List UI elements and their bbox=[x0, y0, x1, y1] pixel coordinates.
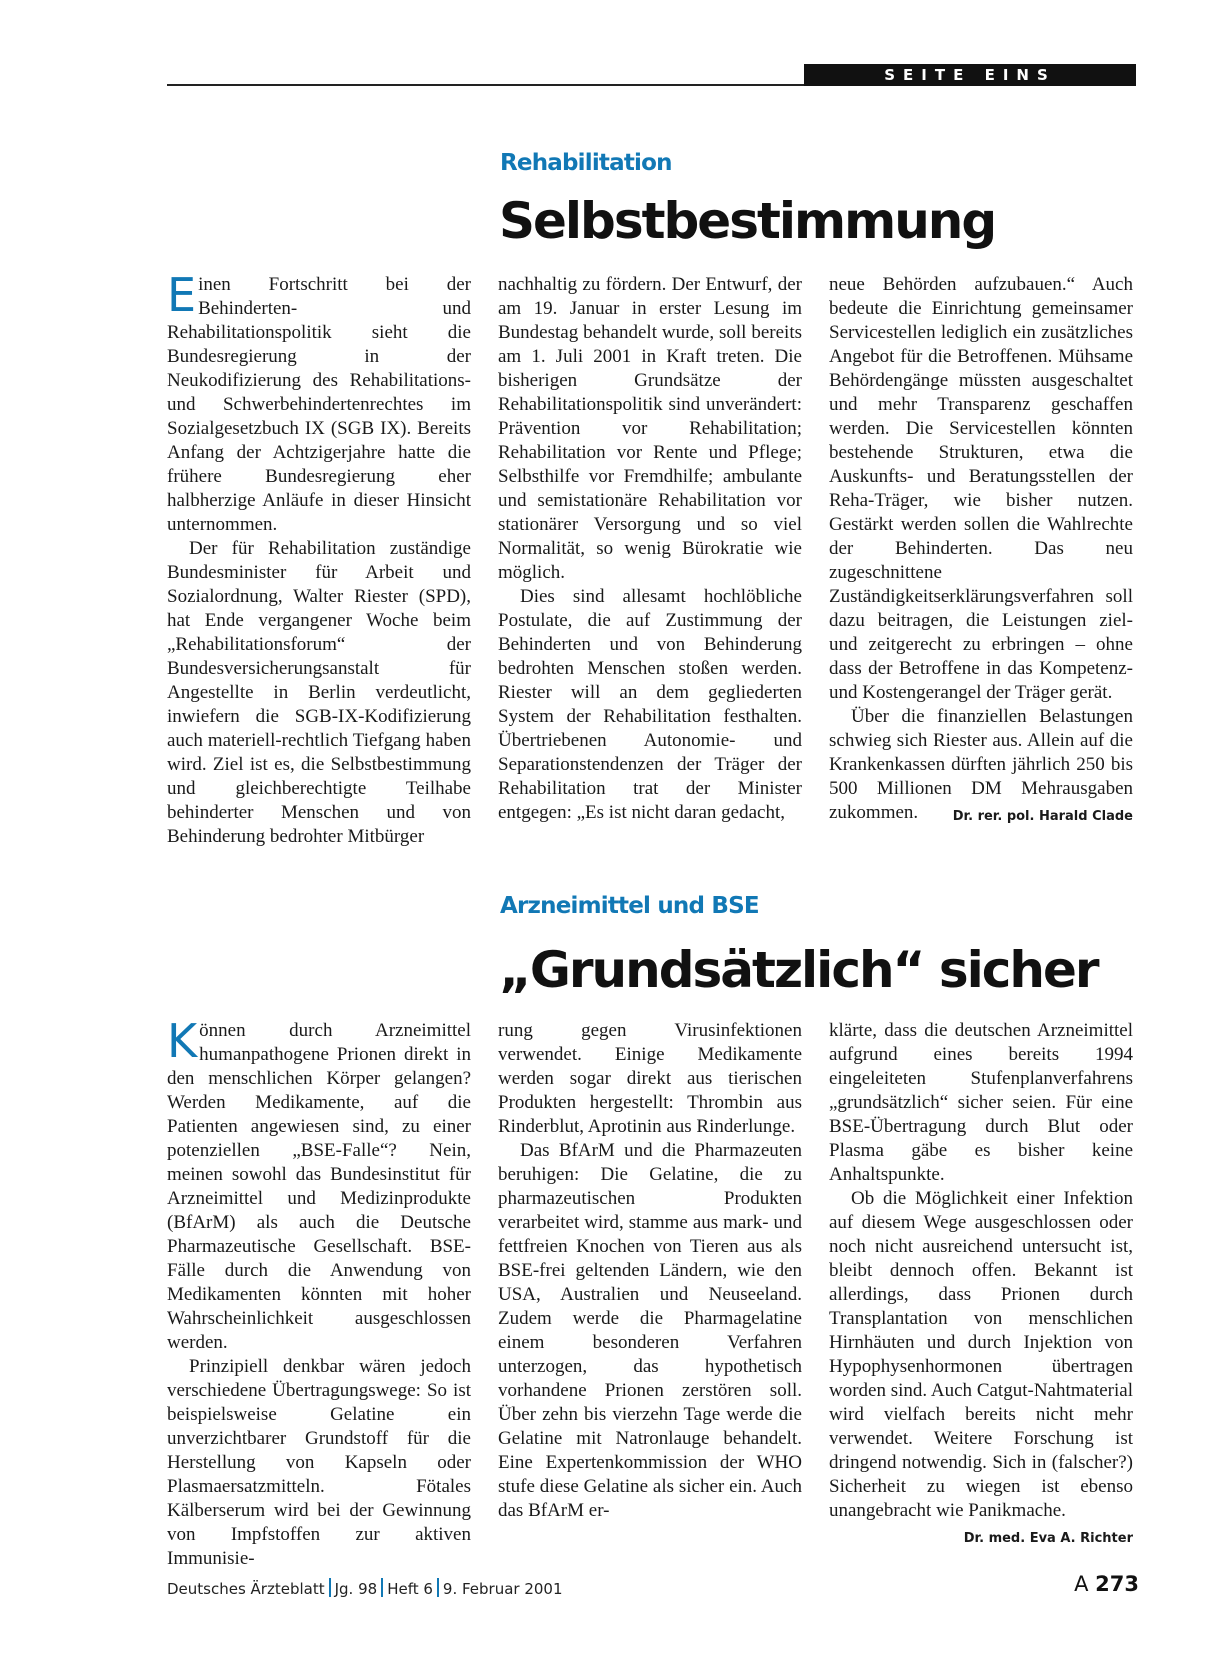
article1-paragraph bbox=[167, 268, 471, 537]
page-prefix: A bbox=[1074, 1572, 1089, 1596]
article2-kicker: Arzneimittel und BSE bbox=[500, 893, 759, 919]
article1-paragraph: neue Behörden aufzubauen.“ Auch bedeute die Einrichtung gemeinsamer Servicestellen lediglich ein zusätzliches Angebot für die Betroffenen. Mühsame Behördengänge müssten ausgeschaltet und mehr Transparenz geschaffen werden. Die Servicestellen könnten bestehende Strukturen, etwa die Auskunfts- und Beratungsstellen der Reha-Träger, wie bisher nutzen. Gestärkt werden sollen die Wahlrechte der Behinderten. Das neu zugeschnittene Zuständigkeitserklärungsverfahren soll dazu beitragen, die Leistungen ziel- und zeitgerecht zu erbringen – ohne dass der Betroffene in das Kompetenz- und Kostengerangel der Träger gerät. bbox=[829, 274, 1133, 703]
article1-column-2 bbox=[498, 273, 802, 825]
article2-headline: „Grundsätzlich“ sicher bbox=[499, 941, 1098, 999]
article2-author: Dr. med. Eva A. Richter bbox=[963, 1531, 1133, 1546]
volume: Jg. 98 bbox=[334, 1580, 378, 1598]
article2-dropcap: K bbox=[167, 1014, 198, 1068]
article1-column-3 bbox=[829, 273, 1133, 829]
article2-paragraph bbox=[829, 1187, 1133, 1546]
article2-column-3 bbox=[829, 1019, 1133, 1551]
article1-dropcap: E bbox=[167, 268, 197, 322]
article2-paragraph: rung gegen Virusinfektionen verwendet. Einige Medikamente werden sogar direkt aus tierischen Produkten hergestellt: Thrombin aus Rinderblut, Aprotinin aus Rinderlunge. bbox=[498, 1020, 802, 1137]
article2-text: önnen durch Arzneimittel humanpathogene Prionen direkt in den menschlichen Körper gelangen? Werden Medikamente, auf die Patienten angewiesen sind, zu einer potenziellen „BSE-Falle“? Nein, meinen sowohl das Bundesinstitut für Arzneimittel und Medizinprodukte (BfArM) als auch die Deutsche Pharmazeutische Gesellschaft. BSE-Fälle durch die Anwendung von Medikamenten könnten mit hoher Wahrscheinlichkeit ausgeschlossen werden. bbox=[167, 1020, 471, 1353]
header-rule bbox=[167, 84, 805, 86]
article1-text: Über die finanziellen Belastungen schwieg sich Riester aus. Allein auf die Krankenkassen dürften jährlich 250 bis 500 Millionen DM Mehrausgaben zukommen. bbox=[829, 706, 1133, 823]
footer-citation bbox=[167, 1578, 563, 1598]
issue: Heft 6 bbox=[387, 1580, 433, 1598]
article2-paragraph bbox=[167, 1014, 471, 1355]
article1-column-1 bbox=[167, 268, 471, 849]
article1-paragraph: Dies sind allesamt hochlöbliche Postulate, die auf Zustimmung der Behinderten und von Behinderung bedrohten Menschen stoßen werden. Riester will an dem gegliederten System der Rehabilitation festhalten. Übertriebenen Autonomie- und Separationstendenzen der Träger der Rehabilitation trat der Minister entgegen: „Es ist nicht daran gedacht, bbox=[498, 586, 802, 823]
article2-paragraph: Das BfArM und die Pharmazeuten beruhigen: Die Gelatine, die zu pharmazeutischen Produkten verarbeitet wird, stamme aus mark- und fettfreien Knochen von Tieren aus als BSE-frei geltenden Ländern, wie den USA, Australien und Neuseeland. Zudem werde die Pharmagelatine einem besonderen Verfahren unterzogen, das hypothetisch vorhandene Prionen zerstören soll. Über zehn bis vierzehn Tage werde die Gelatine mit Natronlauge behandelt. Eine Expertenkommission der WHO stufe diese Gelatine als sicher ein. Auch das BfArM er- bbox=[498, 1140, 802, 1521]
article1-paragraph bbox=[829, 705, 1133, 825]
footer-separator bbox=[329, 1578, 331, 1597]
article1-paragraph: Der für Rehabilitation zuständige Bundesminister für Arbeit und Sozialordnung, Walter Riester (SPD), hat Ende vergangener Woche beim „Rehabilitationsforum“ der Bundesversicherungsanstalt für Angestellte in Berlin verdeutlicht, inwiefern die SGB-IX-Kodifizierung auch materiell-rechtlich Tiefgang haben wird. Ziel ist es, die Selbstbestimmung und gleichberechtigte Teilhabe behinderter Menschen und von Behinderung bedrohter Mitbürger bbox=[167, 538, 471, 847]
article2-paragraph: Prinzipiell denkbar wären jedoch verschiedene Übertragungswege: So ist beispielsweise Gelatine ein unverzichtbarer Grundstoff für die Herstellung von Kapseln oder Plasmaersatzmitteln. Fötales Kälberserum wird bei der Gewinnung von Impfstoffen zur aktiven Immunisie- bbox=[167, 1356, 471, 1569]
article1-paragraph: nachhaltig zu fördern. Der Entwurf, der am 19. Januar in erster Lesung im Bundestag behandelt wurde, soll bereits am 1. Juli 2001 in Kraft treten. Die bisherigen Grundsätze der Rehabilitationspolitik sind unverändert: Prävention vor Rehabilitation; Rehabilitation vor Rente und Pflege; Selbsthilfe vor Fremdhilfe; ambulante und semistationäre Rehabilitation vor stationärer Versorgung und so viel Normalität, so wenig Bürokratie wie möglich. bbox=[498, 274, 802, 583]
page-number-value: 273 bbox=[1095, 1572, 1139, 1596]
article2-column-2 bbox=[498, 1019, 802, 1523]
article2-text: Ob die Möglichkeit einer Infektion auf diesem Wege ausgeschlossen oder noch nicht ausreichend untersucht ist, bleibt dennoch offen. Bekannt ist allerdings, dass Prionen durch Transplantation von menschlichen Hirnhäuten und durch Injektion von Hypophysenhormonen übertragen worden sind. Auch Catgut-Nahtmaterial wird vielfach bereits nicht mehr verwendet. Weitere Forschung ist dringend notwendig. Sich in (falscher?) Sicherheit zu wiegen ist ebenso unangebracht wie Panikmache. bbox=[829, 1188, 1133, 1521]
footer-separator bbox=[437, 1578, 439, 1597]
article1-text: inen Fortschritt bei der Behinderten- und Rehabilitationspolitik sieht die Bundesregierung in der Neukodifizierung des Rehabilitations- und Schwerbehindertenrechtes im Sozialgesetzbuch IX (SGB IX). Bereits Anfang der Achtzigerjahre hatte die frühere Bundesregierung eher halbherzige Anläufe in dieser Hinsicht unternommen. bbox=[167, 274, 471, 535]
article1-kicker: Rehabilitation bbox=[500, 150, 672, 176]
issue-date: 9. Februar 2001 bbox=[442, 1580, 563, 1598]
article1-headline: Selbstbestimmung bbox=[499, 192, 996, 250]
section-label-marker bbox=[1132, 64, 1136, 86]
journal-name: Deutsches Ärzteblatt bbox=[167, 1580, 325, 1598]
article2-column-1 bbox=[167, 1014, 471, 1571]
article1-author: Dr. rer. pol. Harald Clade bbox=[952, 809, 1133, 824]
section-label: SEITE EINS bbox=[804, 64, 1136, 86]
page-number bbox=[1074, 1572, 1139, 1596]
article2-paragraph: klärte, dass die deutschen Arzneimittel aufgrund eines bereits 1994 eingeleiteten Stufenplanverfahrens „grundsätzlich“ sicher seien. Für eine BSE-Übertragung durch Blut oder Plasma gäbe es bisher keine Anhaltspunkte. bbox=[829, 1020, 1133, 1185]
footer-separator bbox=[381, 1578, 383, 1597]
